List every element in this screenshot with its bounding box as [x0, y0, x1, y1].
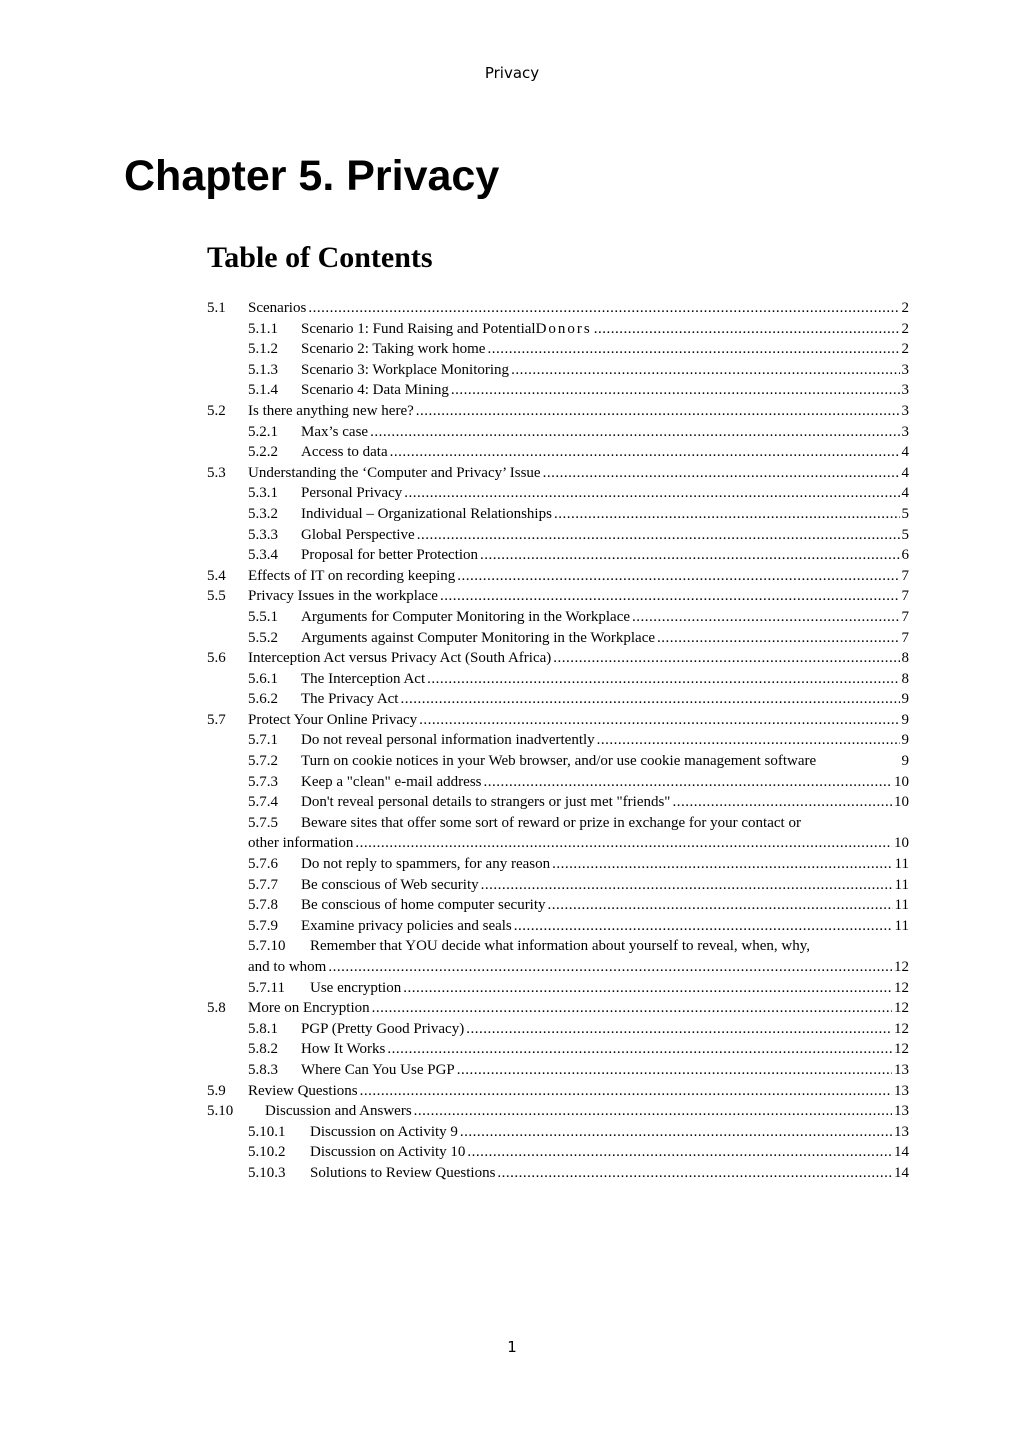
toc-dot-leader [553, 648, 899, 669]
toc-entry[interactable] [207, 751, 909, 772]
toc-entry[interactable] [207, 1019, 909, 1040]
toc-entry-page: 12 [894, 1000, 909, 1017]
toc-dot-leader [427, 669, 899, 690]
toc-dot-leader [514, 916, 893, 937]
toc-entry-number: 5.1.3 [248, 361, 278, 378]
toc-entry-title: Global Perspective [301, 526, 415, 543]
toc-entry-number: 5.3 [207, 464, 226, 481]
toc-dot-leader [597, 730, 900, 751]
toc-entry-page: 4 [901, 464, 909, 481]
toc-entry-title: Do not reply to spammers, for any reason [301, 856, 551, 873]
toc-entry[interactable] [207, 792, 909, 813]
toc-dot-leader [414, 1101, 892, 1122]
toc-entry-title: Use encryption [310, 979, 402, 996]
toc-entry[interactable] [207, 380, 909, 401]
toc-entry-number: 5.8.3 [248, 1061, 278, 1078]
table-of-contents [207, 298, 909, 1184]
toc-dot-leader [543, 463, 900, 484]
toc-dot-leader [487, 339, 899, 360]
toc-dot-leader [467, 1142, 892, 1163]
toc-entry-title: Solutions to Review Questions [310, 1164, 496, 1181]
toc-entry-number: 5.7.10 [248, 938, 286, 955]
toc-entry-number: 5.7.5 [248, 814, 278, 831]
toc-entry-title: Effects of IT on recording keeping [248, 567, 456, 584]
toc-entry-title: Turn on cookie notices in your Web browser, and/or use cookie management software [301, 753, 817, 770]
toc-entry-number: 5.1 [207, 300, 226, 316]
toc-entry-page: 11 [894, 917, 909, 934]
toc-dot-leader [457, 566, 899, 587]
toc-entry-number: 5.7.3 [248, 773, 278, 790]
toc-dot-leader [372, 998, 892, 1019]
toc-entry[interactable] [207, 586, 909, 607]
toc-entry-title: Scenario 3: Workplace Monitoring [301, 361, 510, 378]
toc-dot-leader [390, 442, 900, 463]
toc-dot-leader [360, 1081, 892, 1102]
toc-entry-page: 3 [901, 423, 909, 440]
toc-dot-leader [387, 1039, 892, 1060]
toc-entry-page: 4 [901, 444, 909, 461]
toc-entry-title: Protect Your Online Privacy [248, 711, 418, 728]
toc-entry[interactable] [207, 628, 909, 649]
toc-dot-leader [308, 298, 899, 319]
toc-entry[interactable] [207, 689, 909, 710]
toc-entry[interactable] [207, 545, 909, 566]
toc-entry-title: Access to data [301, 444, 388, 461]
toc-entry-number: 5.10.2 [248, 1144, 286, 1161]
toc-entry-number: 5.3.1 [248, 485, 278, 502]
toc-entry-number: 5.10.1 [248, 1123, 286, 1140]
toc-entry[interactable] [207, 566, 909, 587]
toc-entry-number: 5.7.2 [248, 753, 278, 770]
toc-entry-title: Arguments against Computer Monitoring in the Workplace [301, 629, 656, 646]
toc-entry-number: 5.2 [207, 402, 226, 419]
toc-dot-leader [511, 360, 899, 381]
toc-dot-leader [403, 978, 892, 999]
toc-entry-number: 5.7 [207, 711, 226, 728]
toc-dot-leader [328, 957, 892, 978]
toc-entry-number: 5.10 [207, 1103, 234, 1120]
toc-entry-number: 5.6.1 [248, 670, 278, 687]
toc-entry-title: Scenario 1: Fund Raising and Potential [301, 320, 536, 337]
toc-dot-leader [672, 792, 892, 813]
toc-entry-number: 5.5.2 [248, 629, 278, 646]
toc-entry-page: 9 [901, 753, 909, 770]
toc-entry-page: 13 [894, 1082, 909, 1099]
toc-entry-number: 5.7.4 [248, 794, 278, 811]
toc-entry-number: 5.7.9 [248, 917, 278, 934]
toc-entry[interactable] [207, 916, 909, 937]
toc-dot-leader [451, 380, 900, 401]
toc-entry-page: 12 [894, 979, 909, 996]
toc-entry[interactable] [207, 1142, 909, 1163]
toc-entry-title: More on Encryption [248, 1000, 370, 1017]
toc-entry-number: 5.7.1 [248, 732, 278, 749]
toc-entry-page: 12 [894, 1041, 909, 1058]
toc-dot-leader [481, 875, 893, 896]
toc-entry[interactable] [207, 298, 909, 319]
toc-entry[interactable] [207, 442, 909, 463]
toc-dot-leader [554, 504, 900, 525]
toc-dot-leader [497, 1163, 892, 1184]
toc-entry-title: The Privacy Act [301, 691, 399, 708]
toc-entry[interactable] [207, 1081, 909, 1102]
toc-entry-page: 13 [894, 1103, 909, 1120]
toc-entry-title: Scenarios [248, 300, 307, 316]
toc-dot-leader [404, 483, 899, 504]
toc-entry-title: Arguments for Computer Monitoring in the Workplace [301, 608, 631, 625]
toc-entry-title: Discussion on Activity 9 [310, 1123, 458, 1140]
toc-entry-page: 12 [894, 959, 909, 975]
toc-entry-page: 4 [901, 485, 909, 502]
toc-entry-page: 12 [894, 1020, 909, 1037]
toc-entry-title-spaced: Donors [535, 320, 592, 337]
toc-entry-title: Scenario 2: Taking work home [301, 341, 486, 358]
toc-entry-number: 5.6 [207, 650, 226, 667]
toc-entry-page: 14 [894, 1164, 909, 1181]
toc-entry[interactable] [207, 339, 909, 360]
toc-entry-title: How It Works [301, 1041, 386, 1058]
toc-entry-number: 5.9 [207, 1082, 226, 1099]
toc-dot-leader [460, 1122, 892, 1143]
toc-dot-leader [466, 1019, 892, 1040]
toc-entry-page: 7 [901, 608, 909, 625]
toc-dot-leader [370, 422, 899, 443]
toc-entry-page: 2 [901, 341, 909, 358]
toc-entry-title-continued: and to whom [248, 959, 327, 975]
toc-entry-page: 11 [894, 856, 909, 873]
toc-entry[interactable] [207, 360, 909, 381]
toc-dot-leader [548, 895, 893, 916]
toc-entry[interactable] [207, 1039, 909, 1060]
toc-entry-title: Scenario 4: Data Mining [301, 382, 449, 399]
toc-entry-title: Discussion on Activity 10 [310, 1144, 466, 1161]
toc-dot-leader [417, 525, 900, 546]
toc-dot-leader [355, 833, 892, 854]
toc-entry-title: Where Can You Use PGP [301, 1061, 455, 1078]
toc-entry-page: 5 [901, 505, 909, 522]
toc-entry[interactable] [207, 772, 909, 793]
toc-entry-page: 9 [901, 711, 909, 728]
toc-entry[interactable] [207, 648, 909, 669]
toc-entry[interactable] [207, 978, 909, 999]
toc-entry-title: Interception Act versus Privacy Act (South Africa) [248, 650, 552, 667]
toc-entry-title: Do not reveal personal information inadvertently [301, 732, 595, 749]
toc-dot-leader [632, 607, 899, 628]
toc-entry-number: 5.8 [207, 1000, 226, 1017]
toc-dot-leader [419, 710, 899, 731]
toc-entry[interactable] [207, 422, 909, 443]
toc-heading: Table of Contents [207, 241, 433, 274]
toc-entry-number: 5.1.1 [248, 320, 278, 337]
toc-entry[interactable] [207, 669, 909, 690]
toc-entry[interactable] [207, 875, 909, 896]
toc-entry-number: 5.7.7 [248, 876, 278, 893]
toc-entry-page: 2 [901, 300, 909, 316]
toc-entry-title: Is there anything new here? [248, 402, 414, 419]
toc-dot-leader [552, 854, 892, 875]
toc-dot-leader [594, 319, 900, 340]
toc-entry-page: 3 [901, 402, 909, 419]
toc-entry-page: 2 [901, 320, 909, 337]
toc-entry[interactable] [207, 813, 909, 854]
toc-entry-page: 6 [901, 547, 909, 564]
toc-entry-page: 11 [894, 876, 909, 893]
toc-entry[interactable] [207, 1122, 909, 1143]
toc-entry-page: 7 [901, 567, 909, 584]
toc-entry[interactable] [207, 607, 909, 628]
toc-entry-title: Discussion and Answers [265, 1103, 412, 1120]
toc-entry-number: 5.7.8 [248, 897, 278, 914]
toc-entry-page: 3 [901, 382, 909, 399]
toc-entry-title: Understanding the ‘Computer and Privacy’ Issue [248, 464, 541, 481]
toc-dot-leader [484, 772, 893, 793]
toc-entry-title: Keep a "clean" e-mail address [301, 773, 482, 790]
toc-entry[interactable] [207, 319, 909, 340]
toc-entry-number: 5.5.1 [248, 608, 278, 625]
chapter-title: Chapter 5. Privacy [124, 152, 500, 200]
toc-entry[interactable] [207, 895, 909, 916]
toc-dot-leader [457, 1060, 892, 1081]
toc-entry-title: Individual – Organizational Relationships [301, 505, 552, 522]
toc-entry-page: 11 [894, 897, 909, 914]
toc-entry-number: 5.1.2 [248, 341, 278, 358]
toc-entry[interactable] [207, 401, 909, 422]
toc-entry-page: 10 [894, 794, 909, 811]
toc-entry-page: 13 [894, 1061, 909, 1078]
toc-entry-page: 7 [901, 629, 909, 646]
toc-entry[interactable] [207, 854, 909, 875]
toc-entry-page: 13 [894, 1123, 909, 1140]
toc-entry-title: Max’s case [301, 423, 369, 440]
toc-entry-number: 5.6.2 [248, 691, 278, 708]
toc-entry-number: 5.3.4 [248, 547, 278, 564]
toc-entry-title: Privacy Issues in the workplace [248, 588, 438, 605]
toc-entry-page: 9 [901, 691, 909, 708]
toc-entry-title: Beware sites that offer some sort of reward or prize in exchange for your contact or [301, 814, 801, 831]
toc-entry-title: PGP (Pretty Good Privacy) [301, 1020, 465, 1037]
toc-entry-number: 5.8.2 [248, 1041, 278, 1058]
toc-entry[interactable] [207, 1163, 909, 1184]
toc-entry-title-continued: other information [248, 835, 354, 852]
toc-entry-title: Be conscious of Web security [301, 876, 479, 893]
toc-entry-number: 5.4 [207, 567, 226, 584]
toc-entry-page: 8 [901, 670, 909, 687]
toc-entry[interactable] [207, 936, 909, 977]
toc-dot-leader [400, 689, 899, 710]
toc-entry-title: Review Questions [248, 1082, 358, 1099]
toc-entry[interactable] [207, 463, 909, 484]
toc-entry-title: Remember that YOU decide what information about yourself to reveal, when, why, [310, 938, 810, 955]
toc-entry-page: 10 [894, 773, 909, 790]
toc-entry-page: 14 [894, 1144, 909, 1161]
toc-entry-page: 7 [901, 588, 909, 605]
toc-entry-number: 5.10.3 [248, 1164, 286, 1181]
toc-entry-title: Proposal for better Protection [301, 547, 479, 564]
toc-dot-leader [416, 401, 900, 422]
toc-entry-number: 5.5 [207, 588, 226, 605]
toc-entry-number: 5.3.3 [248, 526, 278, 543]
toc-entry[interactable] [207, 1060, 909, 1081]
toc-entry-page: 5 [901, 526, 909, 543]
toc-entry[interactable] [207, 1101, 909, 1122]
toc-entry[interactable] [207, 525, 909, 546]
toc-entry-number: 5.7.6 [248, 856, 278, 873]
toc-entry-page: 8 [901, 650, 909, 667]
toc-entry-page: 3 [901, 361, 909, 378]
toc-entry-title: Don't reveal personal details to strangers or just met "friends" [301, 794, 671, 811]
toc-entry-title: Personal Privacy [301, 485, 403, 502]
toc-entry-number: 5.2.2 [248, 444, 278, 461]
toc-entry-number: 5.2.1 [248, 423, 278, 440]
toc-entry-number: 5.7.11 [248, 979, 285, 996]
toc-dot-leader [657, 628, 899, 649]
toc-entry-number: 5.3.2 [248, 505, 278, 522]
toc-entry[interactable] [207, 504, 909, 525]
toc-entry-title: Be conscious of home computer security [301, 897, 546, 914]
toc-entry[interactable] [207, 730, 909, 751]
toc-entry[interactable] [207, 998, 909, 1019]
toc-entry-title: Examine privacy policies and seals [301, 917, 512, 934]
toc-entry[interactable] [207, 483, 909, 504]
toc-dot-leader [440, 586, 900, 607]
toc-entry[interactable] [207, 710, 909, 731]
page-number: 1 [507, 1338, 517, 1356]
toc-entry-number: 5.8.1 [248, 1020, 278, 1037]
toc-entry-number: 5.1.4 [248, 382, 278, 399]
toc-entry-page: 9 [901, 732, 909, 749]
running-header: Privacy [484, 64, 540, 82]
toc-dot-leader [480, 545, 899, 566]
toc-entry-page: 10 [894, 835, 909, 852]
toc-entry-title: The Interception Act [301, 670, 426, 687]
